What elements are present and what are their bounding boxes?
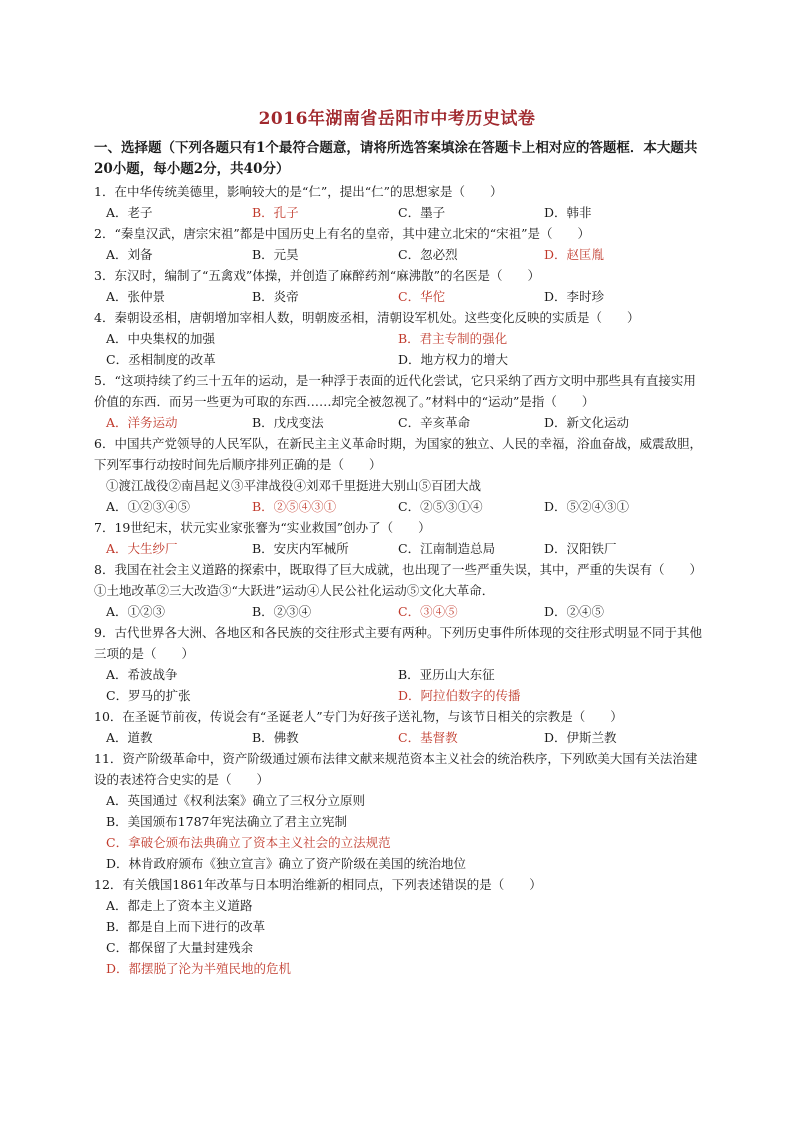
q4-option-d: D．地方权力的增大 xyxy=(398,352,509,367)
question-8-options xyxy=(94,601,706,622)
q1-option-d: D．韩非 xyxy=(544,205,592,220)
question-11-stem: 11．资产阶级革命中，资产阶级通过颁布法律文献来规范资本主义社会的统治秩序，下列欧美大国有关法治建设的表述符合史实的是（ ） xyxy=(94,751,698,787)
q10-option-b: B．佛教 xyxy=(252,730,299,745)
question-9-options-row2 xyxy=(94,685,706,706)
q4-option-a: A．中央集权的加强 xyxy=(106,331,216,346)
question-9-options-row1 xyxy=(94,664,706,685)
question-3-options xyxy=(94,286,706,307)
q11-option-a: A．英国通过《权利法案》确立了三权分立原则 xyxy=(106,793,366,808)
q12-option-d: D．都摆脱了沦为半殖民地的危机 xyxy=(106,961,292,976)
q8-option-b: B．②③④ xyxy=(252,604,312,619)
question-7-options xyxy=(94,538,706,559)
question-4-stem: 4．秦朝设丞相，唐朝增加宰相人数，明朝废丞相，清朝设军机处。这些变化反映的实质是（ ） xyxy=(94,310,640,325)
question-6-stem: 6．中国共产党领导的人民军队，在新民主主义革命时期，为国家的独立、人民的幸福，浴血奋战，威震敌胆，下列军事行动按时间先后顺序排列正确的是（ ） xyxy=(94,436,702,472)
q2-option-b: B．元昊 xyxy=(252,247,299,262)
question-10-options xyxy=(94,727,706,748)
question-2-options xyxy=(94,244,706,265)
question-8-events: ①土地改革②三大改造③“大跃进”运动④人民公社化运动⑤文化大革命． xyxy=(94,583,495,598)
q7-option-d: D．汉阳铁厂 xyxy=(544,541,617,556)
q1-option-a: A．老子 xyxy=(106,205,153,220)
q9-option-c: C．罗马的扩张 xyxy=(106,688,191,703)
q12-option-c: C．都保留了大量封建残余 xyxy=(106,940,254,955)
q9-option-d: D．阿拉伯数字的传播 xyxy=(398,688,521,703)
question-11-options xyxy=(94,790,706,874)
question-9-stem: 9．古代世界各大洲、各地区和各民族的交往形式主要有两种。下列历史事件所体现的交往形式明显不同于其他三项的是（ ） xyxy=(94,625,702,661)
q3-option-d: D．李时珍 xyxy=(544,289,605,304)
q2-option-d: D．赵匡胤 xyxy=(544,247,605,262)
q5-option-d: D．新文化运动 xyxy=(544,415,630,430)
q7-option-a: A．大生纱厂 xyxy=(106,541,178,556)
q12-option-a: A．都走上了资本主义道路 xyxy=(106,898,253,913)
question-1-options xyxy=(94,202,706,223)
q8-option-c: C．③④⑤ xyxy=(398,604,458,619)
question-12-stem: 12．有关俄国1861年改革与日本明治维新的相同点，下列表述错误的是（ ） xyxy=(94,877,542,892)
section-heading: 一、选择题（下列各题只有1个最符合题意，请将所选答案填涂在答题卡上相对应的答题框．本大题共20小题，每小题2分，共40分） xyxy=(94,140,698,177)
q10-option-a: A．道教 xyxy=(106,730,153,745)
q7-option-b: B．安庆内军械所 xyxy=(252,541,349,556)
q11-option-c: C．拿破仑颁布法典确立了资本主义社会的立法规范 xyxy=(106,835,391,850)
q8-option-d: D．②④⑤ xyxy=(544,604,605,619)
page-title: 2016年湖南省岳阳市中考历史试卷 xyxy=(258,109,536,129)
q3-option-a: A．张仲景 xyxy=(106,289,166,304)
q11-option-b: B．美国颁布1787年宪法确立了君主立宪制 xyxy=(106,814,347,829)
q11-option-d: D．林肯政府颁布《独立宣言》确立了资产阶级在美国的统治地位 xyxy=(106,856,467,871)
q7-option-c: C．江南制造总局 xyxy=(398,541,496,556)
q1-option-c: C．墨子 xyxy=(398,205,446,220)
q9-option-a: A．希波战争 xyxy=(106,667,178,682)
question-3-stem: 3．东汉时，编制了“五禽戏”体操，并创造了麻醉药剂“麻沸散”的名医是（ ） xyxy=(94,268,541,283)
q5-option-b: B．戊戌变法 xyxy=(252,415,324,430)
exam-content xyxy=(94,138,706,979)
q2-option-c: C．忽必烈 xyxy=(398,247,458,262)
q9-option-b: B．亚历山大东征 xyxy=(398,667,495,682)
q4-option-b: B．君主专制的强化 xyxy=(398,331,508,346)
question-10-stem: 10．在圣诞节前夜，传说会有“圣诞老人”专门为好孩子送礼物，与该节日相关的宗教是（ ） xyxy=(94,709,623,724)
question-4-options-row2 xyxy=(94,349,706,370)
q2-option-a: A．刘备 xyxy=(106,247,153,262)
question-12-options xyxy=(94,895,706,979)
q6-option-d: D．⑤②④③① xyxy=(544,499,630,514)
q1-option-b: B．孔子 xyxy=(252,205,299,220)
question-2-stem: 2．“秦皇汉武，唐宗宋祖”都是中国历史上有名的皇帝，其中建立北宋的“宋祖”是（ ） xyxy=(94,226,591,241)
q6-option-c: C．②⑤③①④ xyxy=(398,499,483,514)
q5-option-a: A．洋务运动 xyxy=(106,415,178,430)
q6-option-b: B．②⑤④③① xyxy=(252,499,337,514)
question-6-events: ①渡江战役②南昌起义③平津战役④刘邓千里挺进大别山⑤百团大战 xyxy=(106,478,482,493)
q3-option-b: B．炎帝 xyxy=(252,289,299,304)
question-5-stem: 5．“这项持续了约三十五年的运动，是一种浮于表面的近代化尝试，它只采纳了西方文明中那些具有直接实用价值的东西．而另一些更为可取的东西……却完全被忽视了。”材料中的“运动”是指（ ） xyxy=(94,373,696,409)
q10-option-d: D．伊斯兰教 xyxy=(544,730,617,745)
q4-option-c: C．丞相制度的改革 xyxy=(106,352,216,367)
question-8-stem: 8．我国在社会主义道路的探索中，既取得了巨大成就，也出现了一些严重失误，其中，严重的失误有（ ） xyxy=(94,562,702,577)
q10-option-c: C．基督教 xyxy=(398,730,458,745)
q3-option-c: C．华佗 xyxy=(398,289,446,304)
question-5-options xyxy=(94,412,706,433)
q8-option-a: A．①②③ xyxy=(106,604,166,619)
q12-option-b: B．都是自上而下进行的改革 xyxy=(106,919,266,934)
question-4-options-row1 xyxy=(94,328,706,349)
q5-option-c: C．辛亥革命 xyxy=(398,415,471,430)
question-7-stem: 7．19世纪末，状元实业家张謇为“实业救国”创办了（ ） xyxy=(94,520,431,535)
q6-option-a: A．①②③④⑤ xyxy=(106,499,191,514)
question-6-options xyxy=(94,496,706,517)
question-1-stem: 1．在中华传统美德里，影响较大的是“仁”，提出“仁”的思想家是（ ） xyxy=(94,184,503,199)
